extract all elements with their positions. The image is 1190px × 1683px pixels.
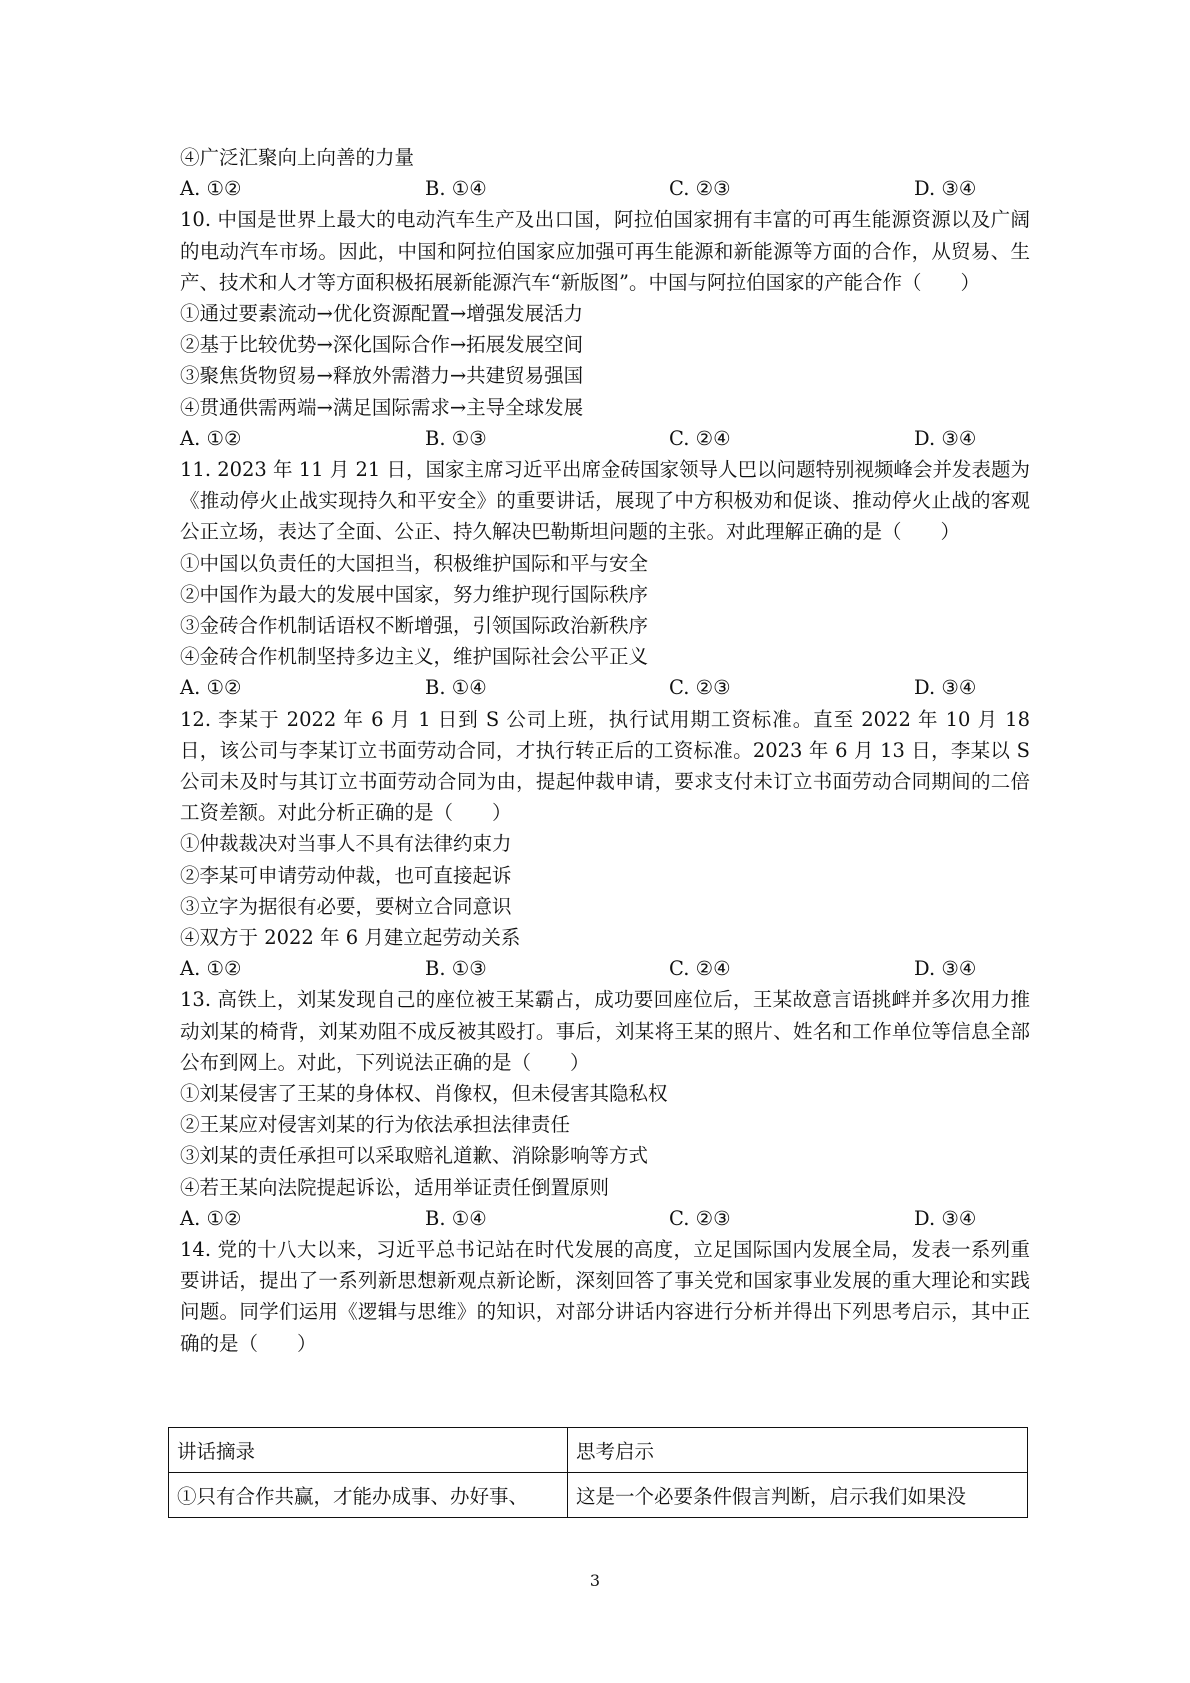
analysis-table: [168, 1427, 1028, 1518]
q10-item-1: ①通过要素流动→优化资源配置→增强发展活力: [180, 302, 584, 325]
option-b: B. ①③: [425, 426, 487, 450]
q11-item-3: ③金砖合作机制话语权不断增强，引领国际政治新秩序: [180, 614, 649, 638]
q12-item-1: ①仲裁裁决对当事人不具有法律约束力: [180, 832, 512, 856]
q10-item-2: ②基于比较优势→深化国际合作→拓展发展空间: [180, 333, 584, 357]
question-14-stem: 14. 党的十八大以来，习近平总书记站在时代发展的高度，立足国际国内发展全局，发表一系列重要讲话，提出了一系列新思想新观点新论断，深刻回答了事关党和国家事业发展的重大理论和实践问题。同学们运用《逻辑与思维》的知识，对部分讲话内容进行分析并得出下列思考启示，其中正确的是（ ）: [180, 1238, 1030, 1355]
option-c: C. ②③: [669, 177, 731, 201]
page-number: 3: [589, 1571, 601, 1590]
q10-item-4: ④贯通供需两端→满足国际需求→主导全球发展: [180, 395, 584, 419]
table-cell: ①只有合作共赢，才能办成事、办好事、: [169, 1473, 568, 1518]
q12-item-4: ④双方于 2022 年 6 月建立起劳动关系: [180, 926, 521, 950]
q13-options: [180, 1203, 1030, 1234]
option-d: D. ③④: [914, 426, 977, 450]
q11-item-2: ②中国作为最大的发展中国家，努力维护现行国际秩序: [180, 582, 649, 606]
table-header-insight: 思考启示: [568, 1428, 1028, 1473]
option-d: D. ③④: [914, 676, 977, 700]
table-header-speech: 讲话摘录: [169, 1428, 568, 1473]
q11-item-4: ④金砖合作机制坚持多边主义，维护国际社会公平正义: [180, 645, 649, 669]
q13-item-4: ④若王某向法院提起诉讼，适用举证责任倒置原则: [180, 1175, 610, 1199]
option-b: B. ①④: [425, 1206, 487, 1230]
q11-item-1: ①中国以负责任的大国担当，积极维护国际和平与安全: [180, 551, 649, 575]
option-b: B. ①③: [425, 957, 487, 981]
option-b: B. ①④: [425, 676, 487, 700]
q13-item-3: ③刘某的责任承担可以采取赔礼道歉、消除影响等方式: [180, 1144, 649, 1168]
option-d: D. ③④: [914, 1206, 977, 1230]
option-b: B. ①④: [425, 177, 487, 201]
q10-options: [180, 423, 1030, 454]
option-row: [180, 173, 1030, 204]
question-12-stem: 12. 李某于 2022 年 6 月 1 日到 S 公司上班，执行试用期工资标准。直至 2022 年 10 月 18 日，该公司与李某订立书面劳动合同，才执行转正后的工资标准。2023 年 6 月 13 日，李某以 S 公司未及时与其订立书面劳动合同为由，提起仲裁申请，要求支付未订立书面劳动合同期间的二倍工资差额。对此分析正确的是（ ）: [180, 707, 1030, 825]
page-content: [180, 142, 1030, 1359]
option-c: C. ②③: [669, 676, 731, 700]
option-a: A. ①②: [180, 177, 242, 201]
table-row: [169, 1473, 1028, 1518]
question-11-stem: 11. 2023 年 11 月 21 日，国家主席习近平出席金砖国家领导人巴以问题特别视频峰会并发表题为《推动停火止战实现持久和平安全》的重要讲话，展现了中方积极劝和促谈、推动停火止战的客观公正立场，表达了全面、公正、持久解决巴勒斯坦问题的主张。对此理解正确的是（ ）: [180, 458, 1030, 544]
option-d: D. ③④: [914, 177, 977, 201]
option-a: A. ①②: [180, 426, 242, 450]
q13-item-1: ①刘某侵害了王某的身体权、肖像权，但未侵害其隐私权: [180, 1082, 668, 1106]
option-c: C. ②④: [669, 957, 731, 981]
option-c: C. ②③: [669, 1206, 731, 1230]
q12-options: [180, 953, 1030, 984]
option-a: A. ①②: [180, 676, 242, 700]
table-header-row: [169, 1428, 1028, 1473]
q12-item-3: ③立字为据很有必要，要树立合同意识: [180, 894, 512, 918]
option-a: A. ①②: [180, 957, 242, 981]
table-cell: 这是一个必要条件假言判断，启示我们如果没: [568, 1473, 1028, 1518]
q12-item-2: ②李某可申请劳动仲裁，也可直接起诉: [180, 863, 512, 887]
option-c: C. ②④: [669, 426, 731, 450]
q11-options: [180, 672, 1030, 703]
item-line: ④广泛汇聚向上向善的力量: [180, 146, 415, 169]
option-d: D. ③④: [914, 957, 977, 981]
question-10-stem: 10. 中国是世界上最大的电动汽车生产及出口国，阿拉伯国家拥有丰富的可再生能源资源以及广阔的电动汽车市场。因此，中国和阿拉伯国家应加强可再生能源和新能源等方面的合作，从贸易、生产、技术和人才等方面积极拓展新能源汽车“新版图”。中国与阿拉伯国家的产能合作（ ）: [180, 208, 1030, 294]
q13-item-2: ②王某应对侵害刘某的行为依法承担法律责任: [180, 1113, 571, 1137]
option-a: A. ①②: [180, 1206, 242, 1230]
q10-item-3: ③聚焦货物贸易→释放外需潜力→共建贸易强国: [180, 364, 584, 388]
question-13-stem: 13. 高铁上，刘某发现自己的座位被王某霸占，成功要回座位后，王某故意言语挑衅并多次用力推动刘某的椅背，刘某劝阻不成反被其殴打。事后，刘某将王某的照片、姓名和工作单位等信息全部公布到网上。对此，下列说法正确的是（ ）: [180, 988, 1030, 1074]
